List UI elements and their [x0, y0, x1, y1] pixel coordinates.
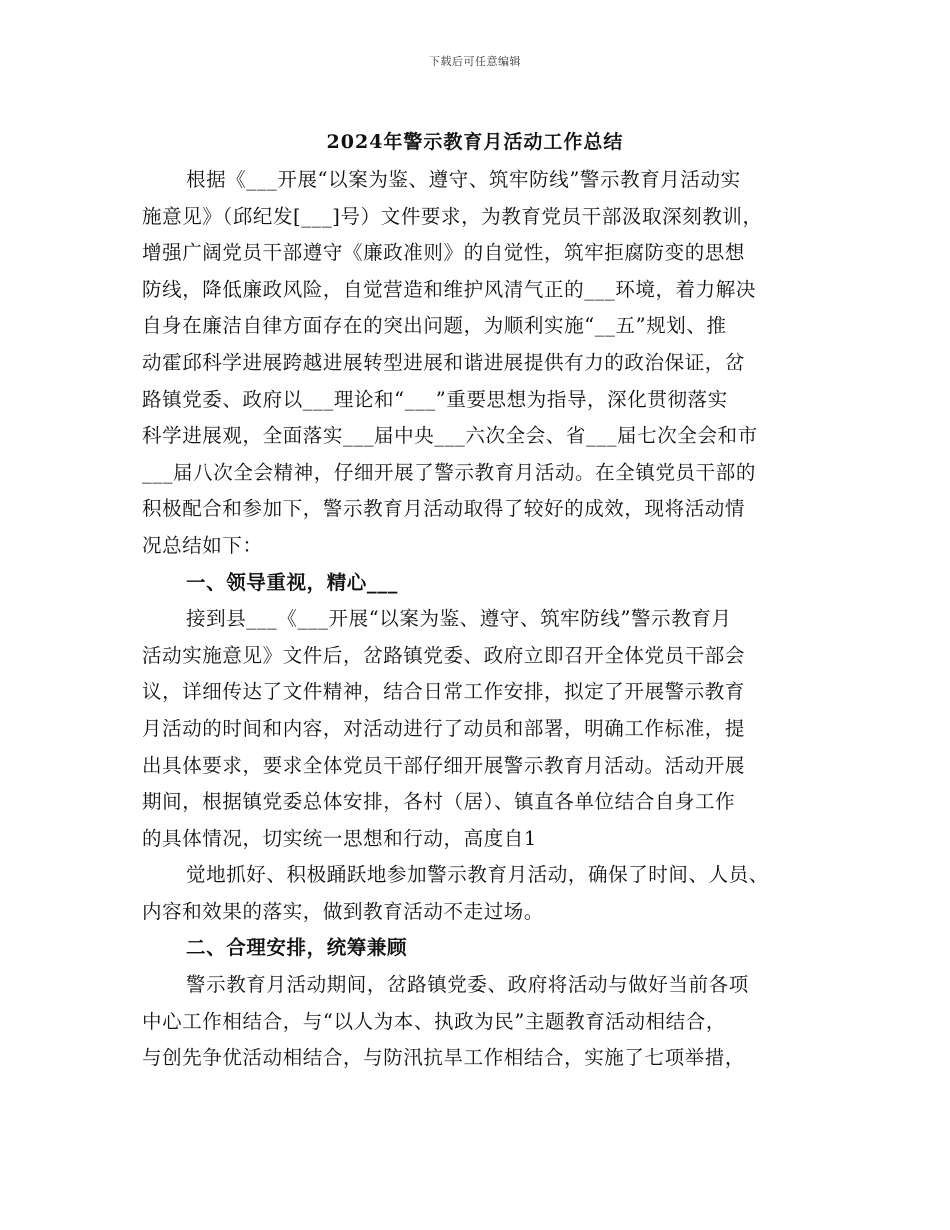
body-text-line: 自身在廉洁自律方面存在的突出问题，为顺利实施“__五”规划、推 [142, 314, 727, 338]
document-body [142, 162, 832, 1077]
body-text-line: 期间，根据镇党委总体安排，各村（居）、镇直各单位结合自身工作 [142, 790, 736, 814]
body-text-line: 中心工作相结合，与“以人为本、执政为民”主题教育活动相结合， [142, 1009, 726, 1033]
body-text-line: 月活动的时间和内容，对活动进行了动员和部署，明确工作标准，提 [142, 716, 746, 740]
body-text-line: 动霍邱科学进展跨越进展转型进展和谐进展提供有力的政治保证，岔 [142, 350, 746, 374]
body-text-line: ___届八次全会精神，仔细开展了警示教育月活动。在全镇党员干部的 [142, 460, 756, 484]
body-text-line: 积极配合和参加下，警示教育月活动取得了较好的成效，现将活动情 [142, 497, 746, 521]
body-text-line: 施意见》（邱纪发[___]号）文件要求，为教育党员干部汲取深刻教训， [142, 204, 763, 228]
document-title: 2024年警示教育月活动工作总结 [326, 131, 624, 153]
body-text-line: 况总结如下： [142, 533, 263, 557]
body-text-line: 路镇党委、政府以___理论和“___”重要思想为指导，深化贯彻落实 [142, 387, 728, 411]
body-text-line: 根据《___开展“以案为鉴、遵守、筑牢防线”警示教育月活动实 [186, 168, 741, 191]
body-text-line: 科学进展观，全面落实___届中央___六次全会、省___届七次全会和市 [142, 424, 758, 448]
body-text-line: 内容和效果的落实，做到教育活动不走过场。 [142, 899, 545, 923]
page-header-note: 下载后可任意编辑 [429, 55, 521, 68]
body-text-line: 觉地抓好、积极踊跃地参加警示教育月活动，确保了时间、人员、 [186, 863, 769, 887]
body-text-line: 与创先争优活动相结合，与防汛抗旱工作相结合，实施了七项举措， [142, 1046, 746, 1070]
section-heading: 二、合理安排，统筹兼顾 [186, 936, 408, 960]
body-text-line: 防线，降低廉政风险，自觉营造和维护风清气正的___环境，着力解决 [142, 277, 756, 301]
body-text-line: 警示教育月活动期间，岔路镇党委、政府将活动与做好当前各项 [186, 973, 749, 997]
body-text-line: 活动实施意见》文件后，岔路镇党委、政府立即召开全体党员干部会 [142, 643, 746, 667]
body-text-line: 出具体要求，要求全体党员干部仔细开展警示教育月活动。活动开展 [142, 753, 746, 777]
body-text-line: 接到县___《___开展“以案为鉴、遵守、筑牢防线”警示教育月 [186, 607, 732, 631]
body-text-line: 议，详细传达了文件精神，结合日常工作安排，拟定了开展警示教育 [142, 680, 746, 704]
section-heading: 一、领导重视，精心___ [186, 570, 398, 594]
body-text-line: 的具体情况，切实统一思想和行动，高度自1 [142, 826, 537, 850]
body-text-line: 增强广阔党员干部遵守《廉政准则》的自觉性，筑牢拒腐防变的思想 [142, 241, 746, 265]
